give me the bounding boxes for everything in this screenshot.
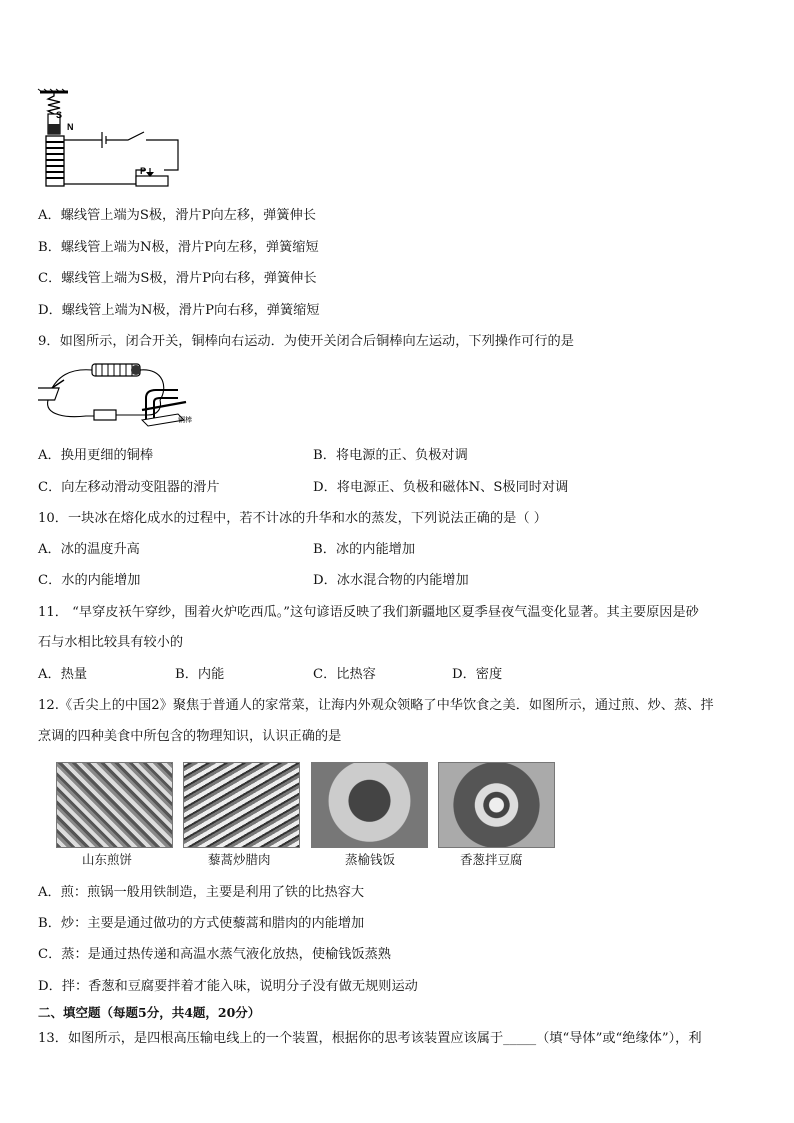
q9-copper-rod-figure (38, 358, 198, 432)
q12-photo-tofu (438, 762, 555, 848)
q11-option-a: A．热量 (38, 667, 88, 682)
q8-option-b: B．螺线管上端为N极，滑片P向左移，弹簧缩短 (38, 240, 319, 255)
q12-photo-steamed-rice (311, 762, 428, 848)
q10-option-d: D．冰水混合物的内能增加 (313, 573, 469, 588)
q9-option-d: D．将电源正、负极和磁体N、S极同时对调 (313, 480, 569, 495)
q11-option-b: B．内能 (175, 667, 225, 682)
q10-option-b: B．冰的内能增加 (313, 542, 416, 557)
q10-stem: 10．一块冰在熔化成水的过程中，若不计冰的升华和水的蒸发，下列说法正确的是（ ） (38, 511, 547, 526)
q8-label-p: P (140, 166, 147, 176)
q10-option-a: A．冰的温度升高 (38, 542, 140, 557)
q9-option-a: A．换用更细的铜棒 (38, 448, 154, 463)
q9-option-b: B．将电源的正、负极对调 (313, 448, 468, 463)
q11-stem-line2: 石与水相比较具有较小的 (38, 635, 184, 650)
q13-stem: 13．如图所示，是四根高压输电线上的一个装置，根据你的思考该装置应该属于_____（填“导体”或“绝缘体”），利 (38, 1031, 702, 1046)
q9-copper-rod-label: 铜棒 (178, 416, 192, 424)
q9-stem: 9．如图所示，闭合开关，铜棒向右运动．为使开关闭合后铜棒向左运动，下列操作可行的是 (38, 334, 574, 349)
q11-option-c: C．比热容 (313, 667, 376, 682)
q12-caption-3: 蒸榆钱饭 (345, 852, 396, 867)
q12-caption-2: 藜蒿炒腊肉 (208, 852, 271, 867)
q9-option-c: C．向左移动滑动变阻器的滑片 (38, 480, 220, 495)
q12-stem-line1: 12.《舌尖上的中国2》聚焦于普通人的家常菜，让海内外观众领略了中华饮食之美．如图所示，通过煎、炒、蒸、拌 (38, 698, 714, 713)
q11-stem-line1: 11． “早穿皮袄午穿纱，围着火炉吃西瓜。”这句谚语反映了我们新疆地区夏季昼夜气温变化显著。其主要原因是砂 (38, 605, 699, 620)
q8-label-s: S (56, 110, 63, 120)
q12-option-c: C．蒸：是通过热传递和高温水蒸气液化放热，使榆钱饭蒸熟 (38, 947, 391, 962)
q12-option-d: D．拌：香葱和豆腐要拌着才能入味，说明分子没有做无规则运动 (38, 979, 418, 994)
q8-option-d: D．螺线管上端为N极，滑片P向右移，弹簧缩短 (38, 303, 320, 318)
q12-photo-stirfry (183, 762, 300, 848)
q12-photo-pancake (56, 762, 173, 848)
section-2-title: 二、填空题（每题5分，共4题，20分） (38, 1005, 261, 1020)
q12-caption-4: 香葱拌豆腐 (460, 852, 523, 867)
q12-stem-line2: 烹调的四种美食中所包含的物理知识，认识正确的是 (38, 729, 342, 744)
q10-option-c: C．水的内能增加 (38, 573, 141, 588)
q12-caption-1: 山东煎饼 (82, 852, 133, 867)
q8-option-a: A．螺线管上端为S极，滑片P向左移，弹簧伸长 (38, 208, 316, 223)
q8-option-c: C．螺线管上端为S极，滑片P向右移，弹簧伸长 (38, 271, 317, 286)
q12-option-b: B．炒：主要是通过做功的方式使藜蒿和腊肉的内能增加 (38, 916, 365, 931)
q8-label-n: N (67, 122, 74, 132)
q11-option-d: D．密度 (452, 667, 503, 682)
q8-circuit-figure (36, 88, 186, 190)
q12-option-a: A．煎：煎锅一般用铁制造，主要是利用了铁的比热容大 (38, 885, 365, 900)
